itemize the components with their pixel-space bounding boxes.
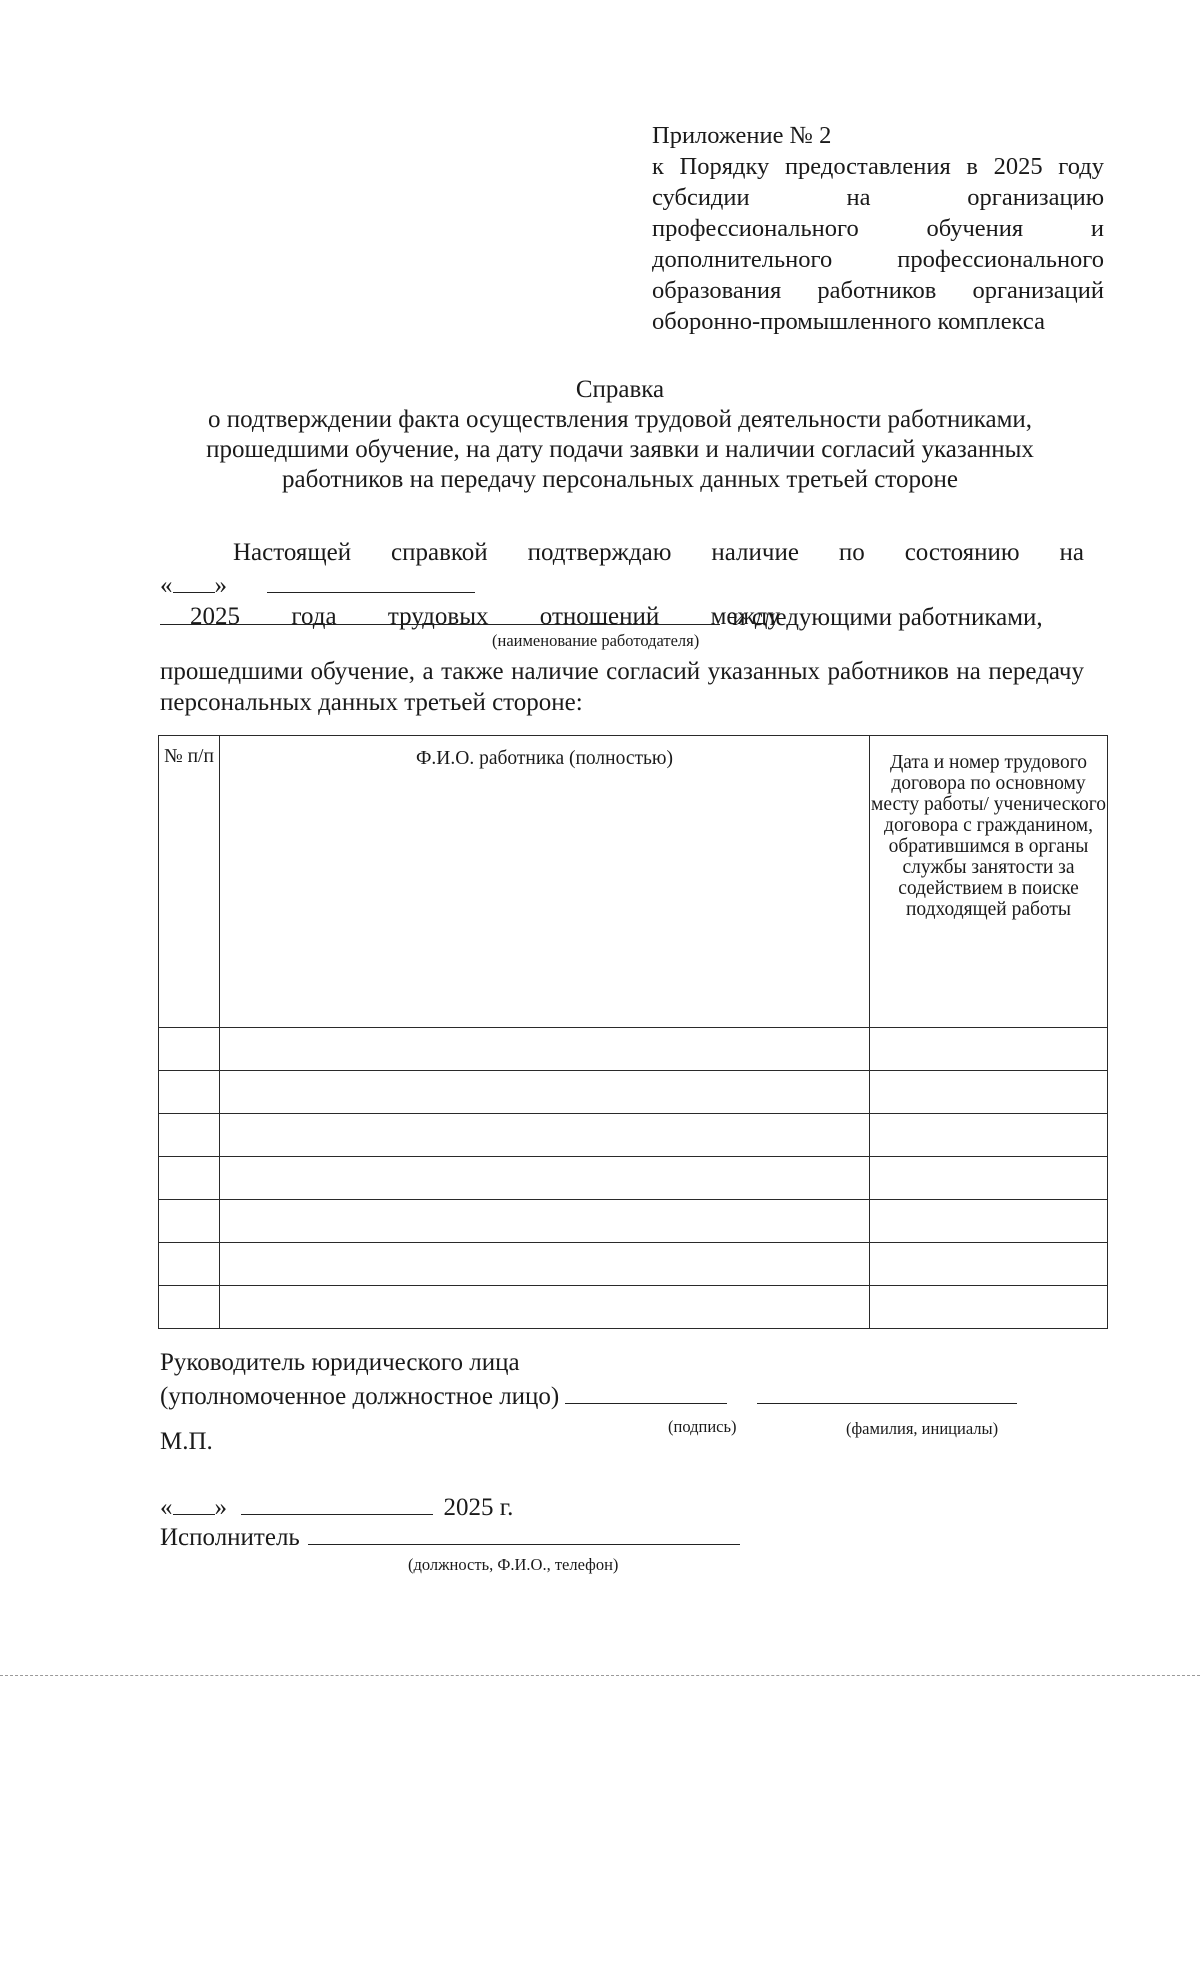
name-blank[interactable]: [757, 1379, 1017, 1404]
appendix-block: [652, 120, 1104, 337]
cell-date[interactable]: [870, 1028, 1108, 1071]
executor-caption: (должность, Ф.И.О., телефон): [408, 1555, 619, 1574]
cell-num[interactable]: [159, 1071, 220, 1114]
signatory-title: (уполномоченное должностное лицо): [160, 1383, 560, 1410]
cell-date[interactable]: [870, 1114, 1108, 1157]
cell-num[interactable]: [159, 1243, 220, 1286]
cell-num[interactable]: [159, 1286, 220, 1329]
cell-date[interactable]: [870, 1243, 1108, 1286]
date-month-blank[interactable]: [241, 1490, 433, 1515]
cell-name[interactable]: [220, 1071, 870, 1114]
table-row: [159, 1157, 1108, 1200]
executor-label: Исполнитель: [160, 1524, 300, 1551]
title-heading: Справка: [575, 376, 665, 403]
cell-name[interactable]: [220, 1286, 870, 1329]
table-row: [159, 1200, 1108, 1243]
executor-blank[interactable]: [308, 1520, 740, 1545]
date-quote-close: »: [214, 1494, 227, 1521]
header-name: Ф.И.О. работника (полностью): [220, 736, 870, 1028]
cell-name[interactable]: [220, 1028, 870, 1071]
signature-caption: (подпись): [668, 1417, 737, 1436]
cell-num[interactable]: [159, 1028, 220, 1071]
employer-blank[interactable]: [160, 600, 720, 625]
quote-open: «: [160, 572, 173, 599]
table-row: [159, 1071, 1108, 1114]
employer-caption: (наименование работодателя): [492, 631, 700, 650]
cell-date[interactable]: [870, 1286, 1108, 1329]
month-blank[interactable]: [267, 568, 475, 593]
header-num: № п/п: [159, 736, 220, 1028]
statement-line-4: прошедшими обучение, а также наличие согласий указанных работников на передачу персональных данных третьей стороне:: [160, 658, 1084, 716]
cell-num[interactable]: [159, 1157, 220, 1200]
cell-date[interactable]: [870, 1071, 1108, 1114]
employees-table: [158, 735, 1108, 1329]
signature-blank[interactable]: [565, 1379, 727, 1404]
title-subtitle: о подтверждении факта осуществления трудовой деятельности работниками, прошедшими обучение, на дату подачи заявки и наличии согласий указанных работников на передачу персональных данных третьей стороне: [206, 406, 1034, 493]
line3-tail: и следующими работниками,: [732, 604, 1043, 631]
page-bottom-line: [0, 1675, 1200, 1676]
date-day-blank[interactable]: [173, 1490, 215, 1515]
signatory-line-1: Руководитель юридического лица: [160, 1349, 520, 1376]
quote-close: »: [214, 572, 227, 599]
table-row: [159, 1114, 1108, 1157]
statement-line-3: [160, 600, 1084, 633]
cell-num[interactable]: [159, 1114, 220, 1157]
year-text: 2025 года трудовых отношений между: [190, 603, 780, 630]
table-row: [159, 1286, 1108, 1329]
signature-date-line: [160, 1490, 513, 1523]
header-date: Дата и номер трудового договора по основному месту работы/ ученического договора с гражданином, обратившимся в органы службы занятости за содействием в поиске подходящей работы: [870, 736, 1108, 1028]
table-header-row: [159, 736, 1108, 1028]
cell-date[interactable]: [870, 1200, 1108, 1243]
stamp-label: М.П.: [160, 1428, 213, 1455]
appendix-text: к Порядку предоставления в 2025 году субсидии на организацию профессионального обучения и дополнительного профессионального образования работников организаций оборонно-промышленного комплекса: [652, 153, 1104, 335]
statement-line-1: Настоящей справкой подтверждаю наличие по состоянию на: [233, 539, 1084, 566]
cell-num[interactable]: [159, 1200, 220, 1243]
name-caption: (фамилия, инициалы): [846, 1419, 999, 1438]
date-year: 2025 г.: [443, 1494, 514, 1521]
cell-name[interactable]: [220, 1243, 870, 1286]
table-row: [159, 1028, 1108, 1071]
signatory-line-2: [160, 1379, 1017, 1412]
table-row: [159, 1243, 1108, 1286]
cell-name[interactable]: [220, 1114, 870, 1157]
document-title: [150, 375, 1090, 495]
executor-line: [160, 1520, 740, 1553]
date-quote-open: «: [160, 1494, 173, 1521]
cell-name[interactable]: [220, 1157, 870, 1200]
cell-date[interactable]: [870, 1157, 1108, 1200]
appendix-number: Приложение № 2: [652, 122, 832, 149]
day-blank[interactable]: [173, 568, 215, 593]
cell-name[interactable]: [220, 1200, 870, 1243]
